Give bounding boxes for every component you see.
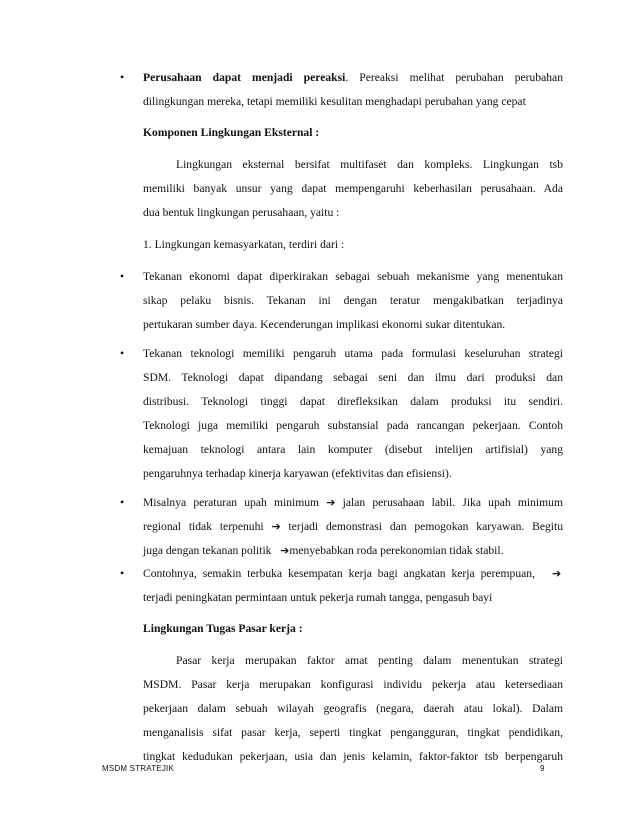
text-line: Lingkungan eksternal bersifat multifaset dan kompleks. Lingkungan tsb: [176, 158, 563, 171]
bullet-marker: •: [120, 70, 125, 84]
footer-title: MSDM STRATEJIK: [102, 764, 174, 773]
text-line: terjadi peningkatan permintaan untuk pekerja rumah tangga, pengasuh bayi: [143, 591, 493, 604]
arrow-right-icon: ➔: [326, 496, 336, 509]
text-line: pengaruhnya terhadap kinerja karyawan (efektivitas dan efisiensi).: [143, 467, 452, 480]
section-heading: Komponen Lingkungan Eksternal :: [143, 126, 320, 139]
text-line: pekerjaan dalam sebuah wilayah geografis (negara, daerah atau lokal). Dalam: [143, 702, 563, 715]
text-line: MSDM. Pasar kerja merupakan konfigurasi individu pekerja atau ketersediaan: [143, 678, 563, 691]
text-fragment: jalan perusahaan labil. Jika upah minimum: [342, 496, 563, 509]
text-line: Pasar kerja merupakan faktor amat penting dalam menentukan strategi: [176, 654, 563, 667]
text-line: [143, 544, 563, 558]
text-line: [143, 520, 563, 534]
text-line: [143, 71, 563, 85]
text-line: Teknologi juga memiliki pengaruh substansial pada rancangan pekerjaan. Contoh: [143, 419, 563, 432]
page-number: 9: [540, 764, 545, 773]
text-line: sikap pelaku bisnis. Tekanan ini dengan teratur mengakibatkan terjadinya: [143, 294, 563, 307]
bullet-marker: •: [120, 495, 125, 509]
arrow-right-icon: ➔: [271, 520, 281, 533]
text-fragment: . Pereaksi melihat perubahan perubahan: [345, 71, 563, 84]
text-line: memiliki banyak unsur yang dapat mempengaruhi keberhasilan perusahaan. Ada: [143, 182, 563, 195]
text-line: Contohnya, semakin terbuka kesempatan kerja bagi angkatan kerja perempuan,: [143, 567, 535, 580]
text-line: distribusi. Teknologi tinggi dapat direfleksikan dalam produksi itu sendiri.: [143, 395, 563, 408]
text-line: pertukaran sumber daya. Kecenderungan implikasi ekonomi sukar ditentukan.: [143, 318, 506, 331]
text-fragment: menyebabkan roda perekonomian tidak stabil.: [289, 544, 504, 557]
text-line: menganalisis sifat pasar kerja, seperti tingkat pengangguran, tingkat pendidikan,: [143, 726, 563, 739]
text-fragment: Misalnya peraturan upah minimum: [143, 496, 320, 509]
text-fragment: regional tidak terpenuhi: [143, 520, 264, 533]
text-line: dilingkungan mereka, tetapi memiliki kesulitan menghadapi perubahan yang cepat: [143, 95, 526, 108]
bullet-marker: •: [120, 269, 125, 283]
text-line: [143, 496, 563, 510]
text-line: kemajuan teknologi antara lain komputer (disebut intelijen artifisial) yang: [143, 443, 563, 456]
arrow-right-icon: ➔: [280, 544, 290, 557]
bullet-marker: •: [120, 566, 125, 580]
text-line: SDM. Teknologi dapat dipandang sebagai seni dan ilmu dari produksi dan: [143, 371, 563, 384]
list-item: 1. Lingkungan kemasyarkatan, terdiri dari :: [143, 238, 345, 251]
text-line: tingkat kedudukan pekerjaan, usia dan jenis kelamin, faktor-faktor tsb berpengaruh: [143, 750, 563, 763]
text-fragment: juga dengan tekanan politik: [143, 544, 272, 557]
text-line: dua bentuk lingkungan perusahaan, yaitu :: [143, 206, 340, 219]
arrow-right-icon: ➔: [552, 567, 562, 580]
text-fragment: terjadi demonstrasi dan pemogokan karyawan. Begitu: [288, 520, 564, 533]
text-line: Tekanan ekonomi dapat diperkirakan sebagai sebuah mekanisme yang menentukan: [143, 270, 563, 283]
bold-lead: Perusahaan dapat menjadi pereaksi: [143, 71, 346, 84]
bullet-marker: •: [120, 346, 125, 360]
section-heading: Lingkungan Tugas Pasar kerja :: [143, 622, 303, 635]
text-line: Tekanan teknologi memiliki pengaruh utama pada formulasi keseluruhan strategi: [143, 347, 563, 360]
